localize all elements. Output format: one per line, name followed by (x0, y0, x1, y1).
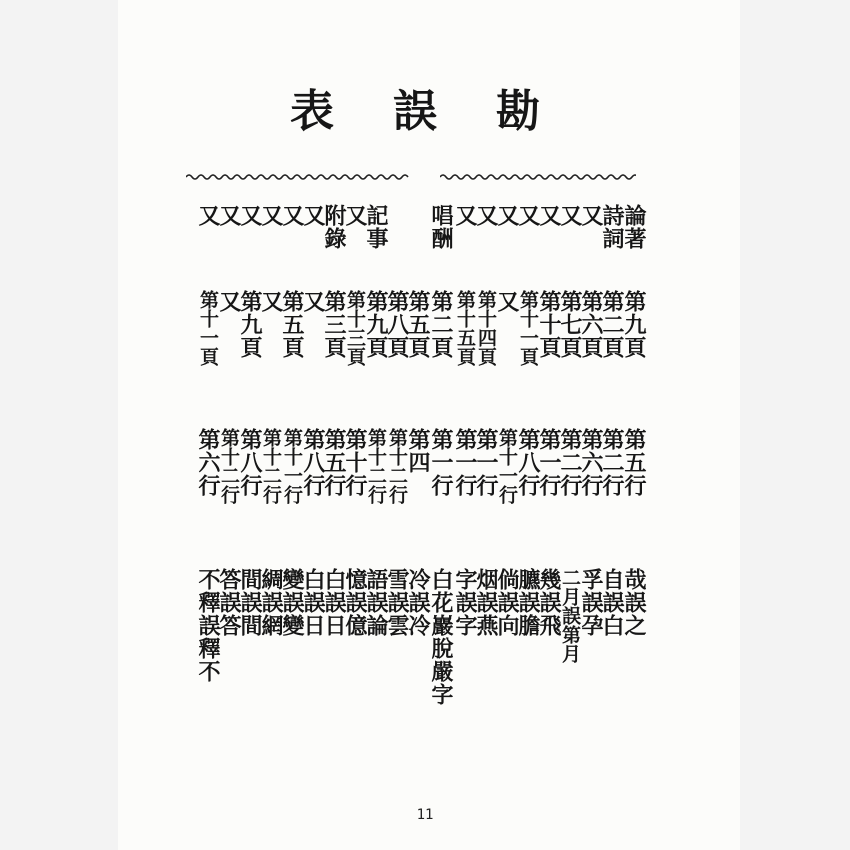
correction-cell: 雪誤雲 (384, 568, 410, 637)
line-cell: 第八行 (237, 428, 263, 497)
correction-cell: 綢誤網 (258, 568, 284, 637)
page-number: 11 (416, 807, 434, 823)
title-char: 勘 (496, 86, 540, 137)
page-cell: 第八頁 (384, 290, 410, 359)
section-cell: 又 (279, 204, 305, 227)
line-cell: 第六行 (195, 428, 221, 497)
line-cell: 第十一行 (281, 428, 303, 504)
errata-table (0, 204, 850, 764)
line-cell: 第五行 (321, 428, 347, 497)
section-cell: 附錄 (321, 204, 347, 250)
title-char: 誤 (393, 86, 437, 137)
correction-cell: 自誤白 (599, 568, 625, 637)
page-cell: 第十一頁 (517, 290, 539, 366)
correction-cell: 白誤日 (321, 568, 347, 637)
line-cell: 第五行 (621, 428, 647, 497)
section-cell: 又 (195, 204, 221, 227)
page-cell: 第十頁 (536, 290, 562, 359)
correction-cell: 二月誤第月 (559, 568, 581, 663)
page-cell: 又 (216, 290, 242, 313)
section-cell: 又 (578, 204, 604, 227)
page-cell: 第十三頁 (344, 290, 366, 366)
section-cell: 唱酬 (428, 204, 454, 250)
line-cell: 第一行 (452, 428, 478, 497)
page-cell: 又 (300, 290, 326, 313)
line-cell: 第一行 (473, 428, 499, 497)
line-cell: 第一行 (536, 428, 562, 497)
section-cell: 又 (258, 204, 284, 227)
section-cell: 論著 (621, 204, 647, 250)
section-cell: 又 (452, 204, 478, 227)
correction-cell: 語誤論 (363, 568, 389, 637)
page-cell: 第二頁 (599, 290, 625, 359)
page-cell: 第十四頁 (475, 290, 497, 366)
section-cell: 又 (300, 204, 326, 227)
correction-cell: 答誤答 (216, 568, 242, 637)
page-cell: 第三頁 (321, 290, 347, 359)
page-cell: 第九頁 (363, 290, 389, 359)
line-cell: 第二行 (557, 428, 583, 497)
line-cell: 第十行 (342, 428, 368, 497)
correction-cell: 烟誤燕 (473, 568, 499, 637)
section-cell: 又 (536, 204, 562, 227)
section-cell: 又 (473, 204, 499, 227)
page-cell: 第二頁 (428, 290, 454, 359)
correction-cell: 倘誤向 (494, 568, 520, 637)
wavy-rule-right (440, 172, 636, 182)
correction-cell: 變誤變 (279, 568, 305, 637)
correction-cell: 幾誤飛 (536, 568, 562, 637)
line-cell: 第十二行 (365, 428, 387, 504)
correction-cell: 不釋誤釋不 (195, 568, 221, 683)
page-cell: 第七頁 (557, 290, 583, 359)
line-cell: 第六行 (578, 428, 604, 497)
correction-cell: 孚誤孕 (578, 568, 604, 637)
page-cell: 又 (258, 290, 284, 313)
line-cell: 第四 (405, 428, 431, 474)
correction-cell: 白誤日 (300, 568, 326, 637)
page-cell: 第五頁 (405, 290, 431, 359)
page-cell: 第十五頁 (454, 290, 476, 366)
correction-cell: 字誤字 (452, 568, 478, 637)
line-cell: 第一行 (428, 428, 454, 497)
line-cell: 第十二行 (260, 428, 282, 504)
section-cell: 又 (237, 204, 263, 227)
line-cell: 第八行 (300, 428, 326, 497)
correction-cell: 冷誤冷 (405, 568, 431, 637)
correction-cell: 哉誤之 (621, 568, 647, 637)
section-cell: 又 (216, 204, 242, 227)
line-cell: 第十二行 (386, 428, 408, 504)
section-cell: 又 (557, 204, 583, 227)
wavy-rule-left (186, 172, 412, 182)
page-cell: 第五頁 (279, 290, 305, 359)
page-cell: 第九頁 (237, 290, 263, 359)
page-cell: 第九頁 (621, 290, 647, 359)
correction-cell: 憶誤億 (342, 568, 368, 637)
line-cell: 第八行 (515, 428, 541, 497)
title-char: 表 (290, 86, 334, 137)
section-cell: 又 (515, 204, 541, 227)
section-cell: 記事 (363, 204, 389, 250)
line-cell: 第十一行 (496, 428, 518, 504)
page-cell: 第六頁 (578, 290, 604, 359)
correction-cell: 臕誤膽 (515, 568, 541, 637)
line-cell: 第二行 (599, 428, 625, 497)
page-title (290, 86, 540, 137)
page-cell: 第十一頁 (197, 290, 219, 366)
correction-cell: 白花巖脫嚴字 (428, 568, 454, 706)
correction-cell: 間誤間 (237, 568, 263, 637)
section-cell: 詩詞 (599, 204, 625, 250)
section-cell: 又 (342, 204, 368, 227)
section-cell: 又 (494, 204, 520, 227)
line-cell: 第十二行 (218, 428, 240, 504)
page-cell: 又 (494, 290, 520, 313)
